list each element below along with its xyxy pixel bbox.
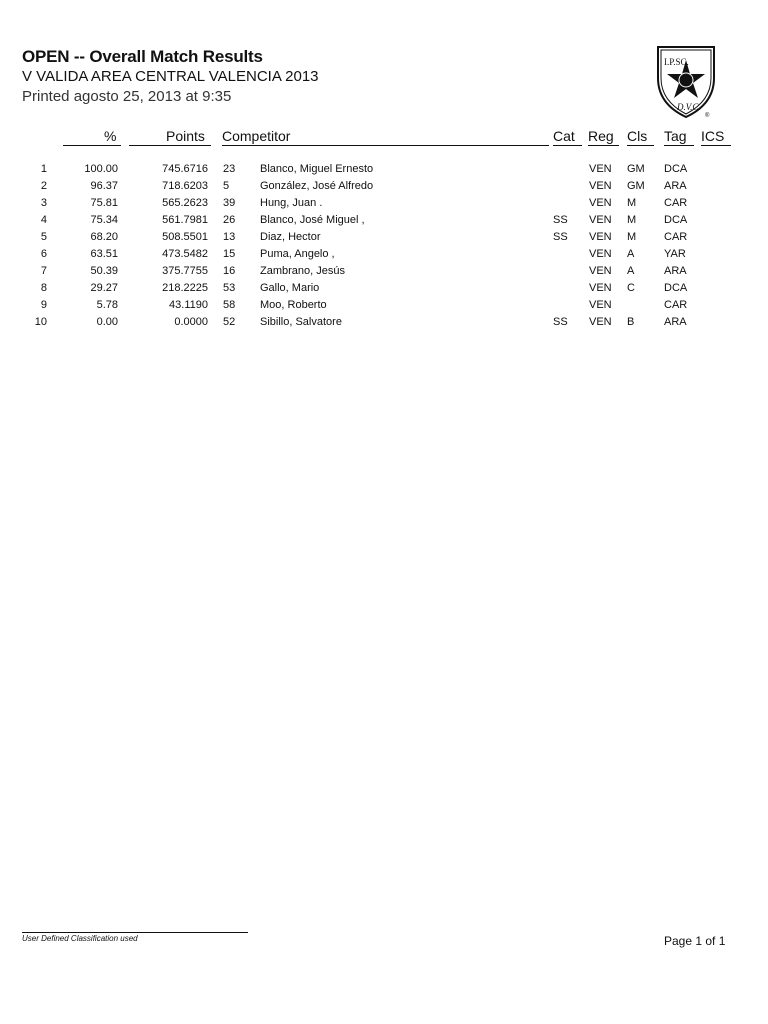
- svg-text:D.V.C.: D.V.C.: [677, 102, 701, 112]
- reg-cell: VEN: [589, 197, 612, 209]
- col-rule-points: [129, 145, 211, 146]
- competitor-number-cell: 13: [223, 231, 236, 243]
- tag-cell: YAR: [664, 248, 686, 260]
- ipsc-shield-logo: [655, 44, 717, 120]
- table-row: [0, 214, 768, 231]
- cls-cell: M: [627, 214, 637, 226]
- col-header-reg: Reg: [588, 128, 614, 144]
- reg-cell: VEN: [589, 214, 612, 226]
- cls-cell: GM: [627, 163, 645, 175]
- competitor-name-cell: Moo, Roberto: [260, 299, 327, 311]
- rank-cell: 3: [40, 197, 47, 209]
- svg-text:®: ®: [705, 113, 710, 119]
- col-rule-pct: [63, 145, 121, 146]
- reg-cell: VEN: [589, 163, 612, 175]
- cls-cell: A: [627, 248, 635, 260]
- col-header-pct: %: [104, 128, 117, 144]
- cat-cell: SS: [553, 316, 568, 328]
- tag-cell: ARA: [664, 316, 687, 328]
- rank-cell: 4: [40, 214, 47, 226]
- col-rule-competitor: [222, 145, 549, 146]
- reg-cell: VEN: [589, 180, 612, 192]
- tag-cell: CAR: [664, 197, 688, 209]
- printed-date: Printed agosto 25, 2013 at 9:35: [22, 88, 232, 105]
- col-header-competitor: Competitor: [222, 128, 291, 144]
- reg-cell: VEN: [589, 316, 612, 328]
- table-row: [0, 163, 768, 180]
- pct-cell: 96.37: [90, 180, 118, 192]
- reg-cell: VEN: [589, 248, 612, 260]
- competitor-number-cell: 23: [223, 163, 236, 175]
- cls-cell: M: [627, 231, 637, 243]
- pct-cell: 75.81: [90, 197, 118, 209]
- competitor-number-cell: 53: [223, 282, 236, 294]
- table-row: [0, 299, 768, 316]
- competitor-name-cell: Zambrano, Jesús: [260, 265, 345, 277]
- rank-cell: 10: [34, 316, 47, 328]
- points-cell: 218.2225: [162, 282, 208, 294]
- col-header-cat: Cat: [553, 128, 575, 144]
- cls-cell: A: [627, 265, 635, 277]
- cls-cell: C: [627, 282, 635, 294]
- reg-cell: VEN: [589, 265, 612, 277]
- competitor-name-cell: Blanco, Miguel Ernesto: [260, 163, 374, 175]
- tag-cell: CAR: [664, 231, 688, 243]
- table-row: [0, 248, 768, 265]
- page-number: Page 1 of 1: [664, 934, 726, 948]
- tag-cell: DCA: [664, 163, 688, 175]
- competitor-number-cell: 26: [223, 214, 236, 226]
- col-header-points: Points: [166, 128, 205, 144]
- cls-cell: GM: [627, 180, 645, 192]
- rank-cell: 8: [40, 282, 47, 294]
- rank-cell: 5: [40, 231, 47, 243]
- competitor-number-cell: 39: [223, 197, 236, 209]
- rank-cell: 7: [40, 265, 47, 277]
- pct-cell: 50.39: [90, 265, 118, 277]
- pct-cell: 5.78: [96, 299, 118, 311]
- rank-cell: 6: [40, 248, 47, 260]
- competitor-name-cell: Blanco, José Miguel ,: [260, 214, 365, 226]
- col-rule-cls: [627, 145, 654, 146]
- competitor-name-cell: González, José Alfredo: [260, 180, 374, 192]
- pct-cell: 68.20: [90, 231, 118, 243]
- competitor-number-cell: 5: [223, 180, 230, 192]
- points-cell: 565.2623: [162, 197, 208, 209]
- competitor-number-cell: 52: [223, 316, 236, 328]
- points-cell: 561.7981: [162, 214, 208, 226]
- tag-cell: CAR: [664, 299, 688, 311]
- points-cell: 473.5482: [162, 248, 208, 260]
- tag-cell: ARA: [664, 180, 687, 192]
- col-rule-reg: [588, 145, 619, 146]
- tag-cell: DCA: [664, 214, 688, 226]
- table-row: [0, 180, 768, 197]
- table-row: [0, 265, 768, 282]
- pct-cell: 75.34: [90, 214, 118, 226]
- reg-cell: VEN: [589, 299, 612, 311]
- reg-cell: VEN: [589, 231, 612, 243]
- col-rule-cat: [553, 145, 582, 146]
- footer-rule: [22, 932, 248, 933]
- competitor-number-cell: 15: [223, 248, 236, 260]
- svg-text:I.P.SC.: I.P.SC.: [664, 57, 689, 67]
- col-header-tag: Tag: [664, 128, 687, 144]
- pct-cell: 29.27: [90, 282, 118, 294]
- table-row: [0, 231, 768, 248]
- points-cell: 0.0000: [174, 316, 208, 328]
- match-name: V VALIDA AREA CENTRAL VALENCIA 2013: [22, 68, 319, 85]
- points-cell: 508.5501: [162, 231, 208, 243]
- report-title: OPEN -- Overall Match Results: [22, 47, 263, 66]
- reg-cell: VEN: [589, 282, 612, 294]
- table-row: [0, 282, 768, 299]
- col-header-cls: Cls: [627, 128, 648, 144]
- tag-cell: DCA: [664, 282, 688, 294]
- points-cell: 375.7755: [162, 265, 208, 277]
- points-cell: 43.1190: [169, 299, 208, 311]
- rank-cell: 1: [40, 163, 47, 175]
- competitor-name-cell: Puma, Angelo ,: [260, 248, 335, 260]
- competitor-name-cell: Sibillo, Salvatore: [260, 316, 342, 328]
- classification-note: User Defined Classification used: [22, 934, 138, 943]
- table-row: [0, 316, 768, 333]
- points-cell: 718.6203: [162, 180, 208, 192]
- cat-cell: SS: [553, 231, 568, 243]
- col-rule-ics: [701, 145, 731, 146]
- competitor-number-cell: 58: [223, 299, 236, 311]
- pct-cell: 0.00: [96, 316, 118, 328]
- pct-cell: 63.51: [90, 248, 118, 260]
- cls-cell: B: [627, 316, 635, 328]
- cat-cell: SS: [553, 214, 568, 226]
- points-cell: 745.6716: [162, 163, 208, 175]
- competitor-name-cell: Hung, Juan .: [260, 197, 323, 209]
- competitor-name-cell: Gallo, Mario: [260, 282, 320, 294]
- competitor-number-cell: 16: [223, 265, 236, 277]
- competitor-name-cell: Diaz, Hector: [260, 231, 321, 243]
- tag-cell: ARA: [664, 265, 687, 277]
- col-rule-tag: [664, 145, 694, 146]
- rank-cell: 9: [40, 299, 47, 311]
- cls-cell: M: [627, 197, 637, 209]
- rank-cell: 2: [40, 180, 47, 192]
- pct-cell: 100.00: [84, 163, 118, 175]
- table-row: [0, 197, 768, 214]
- col-header-ics: ICS: [701, 128, 725, 144]
